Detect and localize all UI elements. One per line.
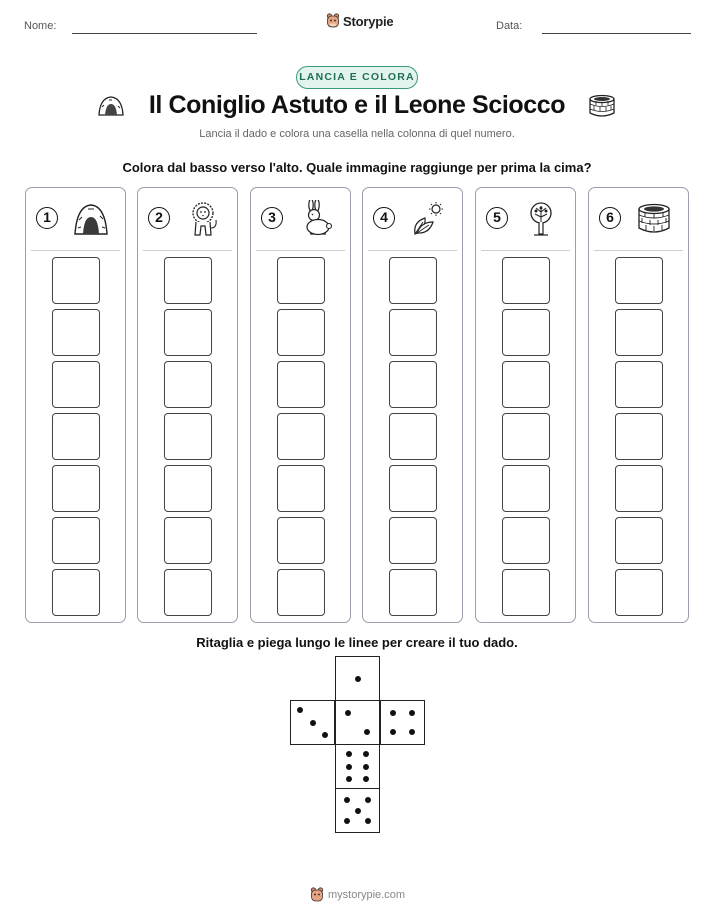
- column-divider: [31, 250, 120, 251]
- dice-pip: [390, 710, 396, 716]
- color-box[interactable]: [277, 569, 325, 616]
- dice-face-3: [290, 700, 335, 745]
- color-box[interactable]: [164, 413, 212, 460]
- tree-icon: [522, 200, 560, 238]
- color-box[interactable]: [52, 569, 100, 616]
- color-box[interactable]: [277, 309, 325, 356]
- date-label: Data:: [496, 20, 523, 32]
- dice-face-5: [335, 788, 380, 833]
- column-6: [588, 187, 689, 623]
- color-box[interactable]: [389, 361, 437, 408]
- column-3: [250, 187, 351, 623]
- column-divider: [256, 250, 345, 251]
- name-line: [72, 33, 257, 34]
- color-box[interactable]: [164, 361, 212, 408]
- column-number: 3: [261, 207, 283, 229]
- dice-pip: [364, 729, 370, 735]
- dice-pip: [363, 764, 369, 770]
- column-number: 5: [486, 207, 508, 229]
- color-box[interactable]: [389, 309, 437, 356]
- color-box[interactable]: [277, 465, 325, 512]
- color-box[interactable]: [502, 569, 550, 616]
- instruction-bottom: Ritaglia e piega lungo le linee per creare il tuo dado.: [196, 635, 518, 650]
- column-divider: [594, 250, 683, 251]
- dice-pip: [409, 729, 415, 735]
- color-box[interactable]: [277, 361, 325, 408]
- page-title: Il Coniglio Astuto e il Leone Sciocco: [148, 91, 566, 119]
- column-divider: [143, 250, 232, 251]
- footer-mascot-icon: [310, 887, 324, 903]
- color-box[interactable]: [164, 569, 212, 616]
- dice-pip: [355, 808, 361, 814]
- footer-url: mystorypie.com: [328, 889, 406, 901]
- rabbit-icon: [297, 200, 335, 238]
- dice-face-2: [335, 700, 380, 745]
- color-box[interactable]: [52, 257, 100, 304]
- color-box[interactable]: [52, 517, 100, 564]
- color-box[interactable]: [52, 361, 100, 408]
- brand-logo: [326, 13, 393, 29]
- color-box[interactable]: [615, 257, 663, 304]
- dice-pip: [365, 797, 371, 803]
- color-box[interactable]: [277, 517, 325, 564]
- column-number: 4: [373, 207, 395, 229]
- color-box[interactable]: [502, 257, 550, 304]
- dice-pip: [310, 720, 316, 726]
- dice-pip: [344, 797, 350, 803]
- color-box[interactable]: [389, 569, 437, 616]
- well-icon: [588, 94, 616, 118]
- column-divider: [481, 250, 570, 251]
- color-box[interactable]: [52, 309, 100, 356]
- color-box[interactable]: [502, 413, 550, 460]
- dice-pip: [363, 751, 369, 757]
- subtitle: Lancia il dado e colora una casella nella colonna di quel numero.: [199, 128, 515, 140]
- color-box[interactable]: [502, 361, 550, 408]
- column-4: [362, 187, 463, 623]
- cave-icon: [72, 200, 110, 238]
- dice-pip: [390, 729, 396, 735]
- instruction-top: Colora dal basso verso l'alto. Quale immagine raggiunge per prima la cima?: [122, 160, 592, 175]
- color-box[interactable]: [164, 309, 212, 356]
- color-box[interactable]: [389, 465, 437, 512]
- dice-pip: [346, 751, 352, 757]
- color-box[interactable]: [502, 517, 550, 564]
- color-box[interactable]: [615, 413, 663, 460]
- column-number: 2: [148, 207, 170, 229]
- color-box[interactable]: [389, 413, 437, 460]
- lion-icon: [184, 200, 222, 238]
- column-number: 6: [599, 207, 621, 229]
- color-box[interactable]: [615, 569, 663, 616]
- date-line: [542, 33, 691, 34]
- dice-pip: [365, 818, 371, 824]
- dice-pip: [346, 776, 352, 782]
- color-box[interactable]: [164, 257, 212, 304]
- name-label: Nome:: [24, 20, 57, 32]
- color-box[interactable]: [615, 309, 663, 356]
- column-1: [25, 187, 126, 623]
- column-divider: [368, 250, 457, 251]
- color-box[interactable]: [164, 517, 212, 564]
- well-icon: [635, 200, 673, 238]
- color-box[interactable]: [502, 465, 550, 512]
- sun-leaves-icon: [409, 200, 447, 238]
- dice-pip: [363, 776, 369, 782]
- column-number: 1: [36, 207, 58, 229]
- dice-pip: [322, 732, 328, 738]
- color-box[interactable]: [615, 517, 663, 564]
- color-box[interactable]: [615, 361, 663, 408]
- color-box[interactable]: [164, 465, 212, 512]
- color-box[interactable]: [52, 465, 100, 512]
- color-box[interactable]: [502, 309, 550, 356]
- dice-pip: [345, 710, 351, 716]
- column-2: [137, 187, 238, 623]
- brand-mascot-icon: [326, 13, 340, 29]
- dice-face-6: [335, 744, 380, 789]
- color-box[interactable]: [389, 257, 437, 304]
- dice-face-4: [380, 700, 425, 745]
- footer: [310, 887, 405, 903]
- dice-pip: [344, 818, 350, 824]
- color-box[interactable]: [277, 413, 325, 460]
- dice-face-1: [335, 656, 380, 701]
- color-box[interactable]: [52, 413, 100, 460]
- dice-pip: [297, 707, 303, 713]
- color-box[interactable]: [615, 465, 663, 512]
- column-5: [475, 187, 576, 623]
- activity-badge: LANCIA E COLORA: [296, 66, 418, 89]
- dice-pip: [355, 676, 361, 682]
- color-box[interactable]: [389, 517, 437, 564]
- dice-pip: [346, 764, 352, 770]
- dice-pip: [409, 710, 415, 716]
- brand-name: Storypie: [343, 13, 394, 29]
- color-box[interactable]: [277, 257, 325, 304]
